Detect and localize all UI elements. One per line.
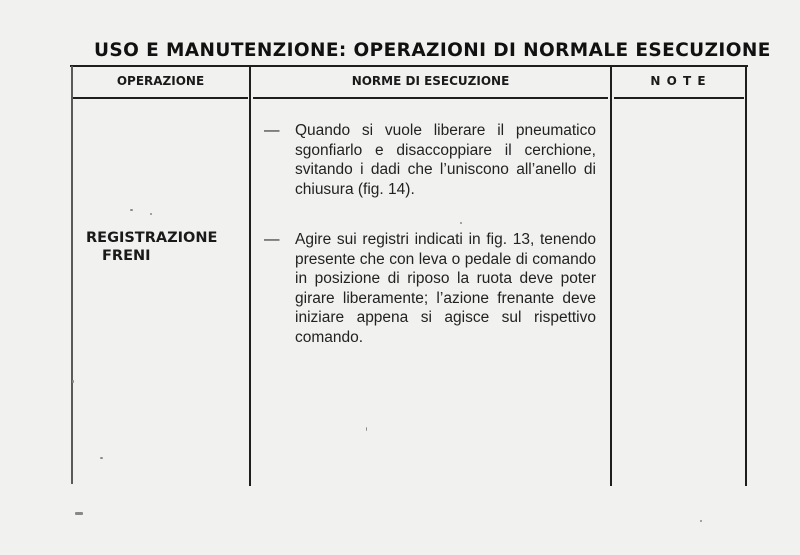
operation-label-line1: REGISTRAZIONE	[86, 230, 218, 246]
operation-label-line2: FRENI	[102, 248, 151, 264]
column-divider-operazione	[249, 66, 251, 486]
norm-entry	[264, 230, 596, 348]
page-title: USO E MANUTENZIONE: OPERAZIONI DI NORMALE ESECUZIONE	[94, 40, 771, 61]
table-left-rule	[71, 66, 73, 484]
scan-speck	[75, 512, 83, 515]
scan-speck	[130, 209, 133, 211]
header-underline-note	[614, 97, 744, 99]
norm-entry	[264, 121, 596, 199]
norm-text: Agire sui registri indicati in fig. 13, tenendo presente che con leva o pedale di comando in posizione di riposo la ruota deve poter girare liberamente; l’azione frenante deve iniziare appena si agisce sul rispettivo comando.	[295, 231, 596, 346]
header-operazione: OPERAZIONE	[116, 74, 205, 88]
scan-speck	[700, 520, 702, 522]
scan-speck	[100, 457, 103, 459]
operation-label	[86, 229, 217, 265]
header-norme-di-esecuzione: NORME DI ESECUZIONE	[351, 74, 510, 88]
norm-text: Quando si vuole liberare il pneumatico sgonfiarlo e disaccoppiare il cerchione, svitando i dadi che l’uniscono all’anello di chiusura (fig. 14).	[295, 122, 596, 198]
scan-speck	[366, 427, 367, 431]
scan-speck	[460, 222, 462, 224]
header-underline-operazione	[73, 97, 248, 99]
norm-dash: —	[264, 122, 280, 139]
header-underline-norme	[253, 97, 608, 99]
table-top-rule	[70, 65, 748, 67]
norm-dash: —	[264, 231, 280, 248]
header-note: N O T E	[650, 74, 707, 88]
column-divider-norme	[610, 66, 612, 486]
scan-speck	[72, 380, 74, 383]
scan-speck	[150, 213, 152, 215]
table-right-rule	[745, 66, 747, 486]
